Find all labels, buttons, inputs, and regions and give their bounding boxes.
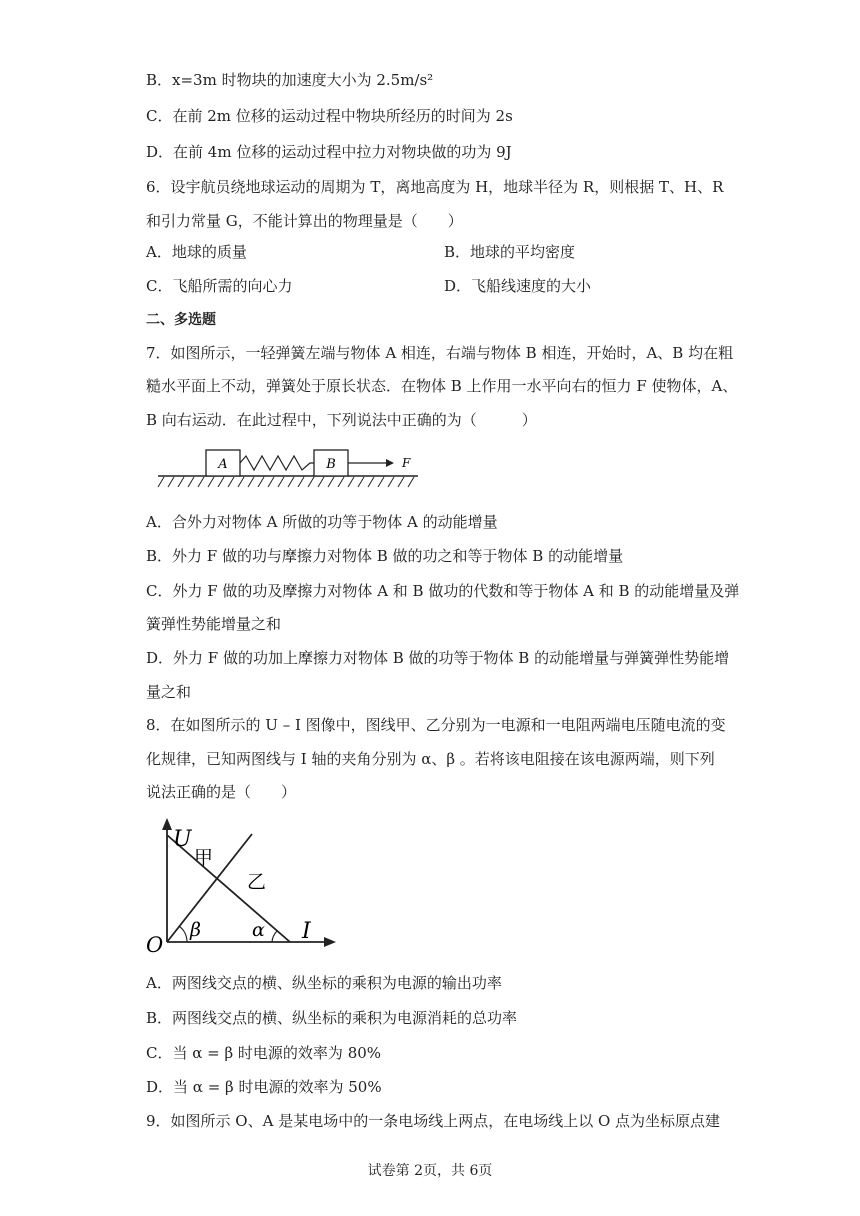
q7-stem-line3: B 向右运动．在此过程中，下列说法中正确的为（ ）: [146, 411, 537, 429]
q5-option-d: D．在前 4m 位移的运动过程中拉力对物块做的功为 9J: [146, 143, 512, 161]
q7-stem-line1: 7．如图所示，一轻弹簧左端与物体 A 相连，右端与物体 B 相连，开始时，A、B 均在粗: [146, 344, 734, 362]
q6-option-d: D．飞船线速度的大小: [444, 277, 592, 295]
q6-option-a: A．地球的质量: [146, 243, 247, 261]
q7-option-c-line2: 簧弹性势能增量之和: [146, 615, 282, 633]
q7-option-c-line1: C．外力 F 做的功及摩擦力对物体 A 和 B 做功的代数和等于物体 A 和 B 的动能增量及弹: [146, 582, 740, 600]
q5-option-c: C．在前 2m 位移的运动过程中物块所经历的时间为 2s: [146, 107, 513, 125]
line-jia-label: 甲: [194, 847, 214, 869]
u-axis-label: U: [173, 827, 192, 852]
section-title-multiple-choice: 二、多选题: [146, 312, 216, 328]
origin-label: O: [146, 933, 164, 957]
q7-option-a: A．合外力对物体 A 所做的功等于物体 A 的动能增量: [146, 513, 498, 531]
q8-stem-line2: 化规律，已知两图线与 I 轴的夹角分别为 α、β 。若将该电阻接在该电源两端，则下列: [146, 750, 715, 768]
q8-option-b: B．两图线交点的横、纵坐标的乘积为电源消耗的总功率: [146, 1009, 518, 1027]
q5-option-b: B．x=3m 时物块的加速度大小为 2.5m/s²: [146, 71, 434, 89]
angle-alpha-label: α: [252, 919, 265, 941]
q8-option-a: A．两图线交点的横、纵坐标的乘积为电源的输出功率: [146, 974, 502, 992]
q6-stem-line1: 6．设宇航员绕地球运动的周期为 T，离地高度为 H，地球半径为 R，则根据 T、H、R: [146, 178, 724, 196]
spring: [240, 456, 314, 470]
q7-option-d-line1: D．外力 F 做的功加上摩擦力对物体 B 做的功等于物体 B 的动能增量与弹簧弹性势能增: [146, 649, 730, 667]
block-b-label: B: [326, 457, 336, 472]
i-axis-label: I: [302, 919, 311, 944]
q9-stem-line1: 9．如图所示 O、A 是某电场中的一条电场线上两点，在电场线上以 O 点为坐标原点建: [146, 1112, 721, 1130]
q8-option-c: C．当 α = β 时电源的效率为 80%: [146, 1044, 382, 1062]
q7-stem-line2: 糙水平面上不动，弹簧处于原长状态．在物体 B 上作用一水平向右的恒力 F 使物体，A、: [146, 377, 738, 395]
angle-beta-label: β: [190, 919, 201, 941]
q6-option-c: C．飞船所需的向心力: [146, 277, 293, 295]
q7-option-d-line2: 量之和: [146, 683, 192, 701]
q7-option-b: B．外力 F 做的功与摩擦力对物体 B 做的功之和等于物体 B 的动能增量: [146, 547, 624, 565]
q8-stem-line1: 8．在如图所示的 U – I 图像中，图线甲、乙分别为一电源和一电阻两端电压随电流的变: [146, 716, 726, 734]
spring-blocks-figure: [150, 444, 440, 496]
q6-option-b: B．地球的平均密度: [444, 243, 576, 261]
q8-stem-line3: 说法正确的是（ ）: [146, 783, 297, 801]
block-a-label: A: [218, 457, 228, 472]
u-i-graph: [140, 814, 340, 959]
line-yi-label: 乙: [247, 871, 267, 893]
q6-stem-line2: 和引力常量 G，不能计算出的物理量是（ ）: [146, 212, 463, 230]
page-footer: 试卷第 2页，共 6页: [367, 1163, 493, 1179]
q8-option-d: D．当 α = β 时电源的效率为 50%: [146, 1078, 382, 1096]
force-label: F: [402, 456, 411, 470]
